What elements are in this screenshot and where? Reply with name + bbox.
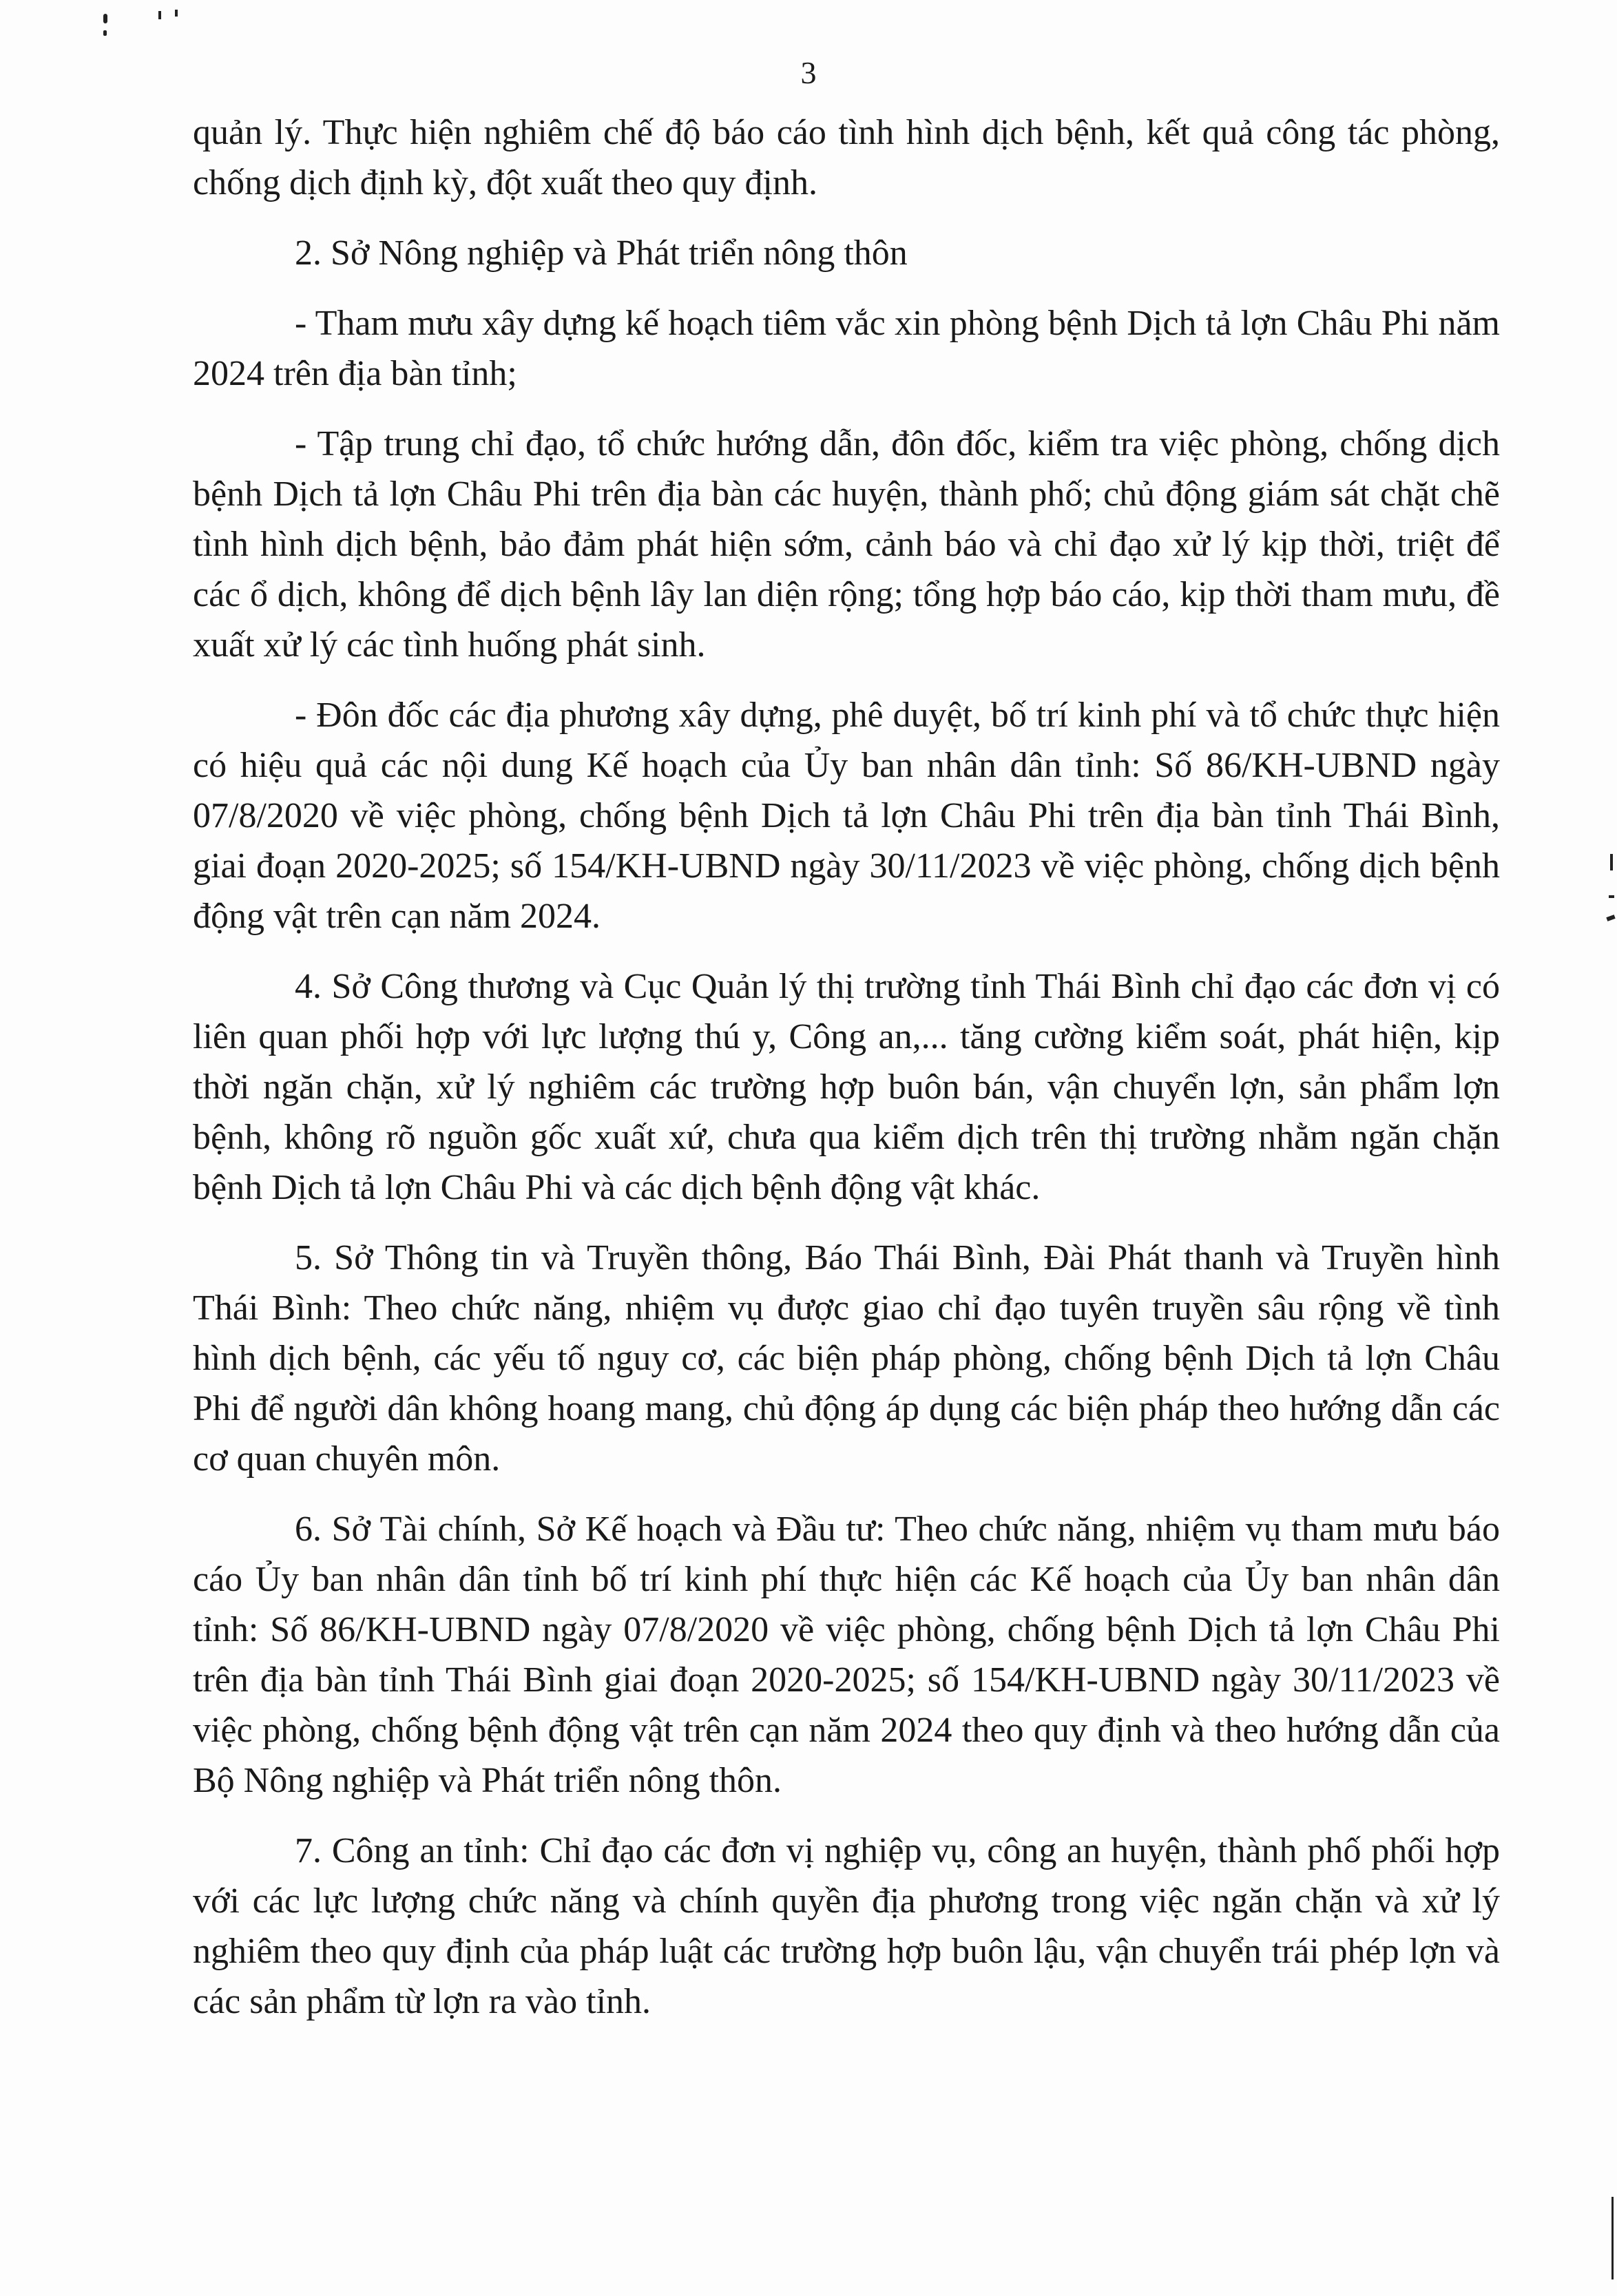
scan-artifact xyxy=(158,11,161,19)
paragraph-vaccine-plan: - Tham mưu xây dựng kế hoạch tiêm vắc xin phòng bệnh Dịch tả lợn Châu Phi năm 2024 trên địa bàn tỉnh; xyxy=(193,304,1500,393)
section-heading-agriculture: 2. Sở Nông nghiệp và Phát triển nông thôn xyxy=(295,233,908,273)
scan-artifact xyxy=(1609,895,1614,898)
paragraph-industry-trade: 4. Sở Công thương và Cục Quản lý thị trường tỉnh Thái Bình chỉ đạo các đơn vị có liên quan phối hợp với lực lượng thú y, Công an,... tăng cường kiểm soát, phát hiện, kịp thời ngăn chặn, xử lý nghiêm các trường hợp buôn bán, vận chuyển lợn, sản phẩm lợn bệnh, không rõ nguồn gốc xuất xứ, chưa qua kiểm dịch trên thị trường nhằm ngăn chặn bệnh Dịch tả lợn Châu Phi và các dịch bệnh động vật khác. xyxy=(193,967,1500,1207)
paragraph-urge-localities: - Đôn đốc các địa phương xây dựng, phê duyệt, bố trí kinh phí và tổ chức thực hiện có hiệu quả các nội dung Kế hoạch của Ủy ban nhân dân tỉnh: Số 86/KH-UBND ngày 07/8/2020 về việc phòng, chống bệnh Dịch tả lợn Châu Phi trên địa bàn tỉnh Thái Bình, giai đoạn 2020-2025; số 154/KH-UBND ngày 30/11/2023 về việc phòng, chống dịch bệnh động vật trên cạn năm 2024. xyxy=(193,696,1500,936)
paragraph-finance-planning: 6. Sở Tài chính, Sở Kế hoạch và Đầu tư: Theo chức năng, nhiệm vụ tham mưu báo cáo Ủy ban nhân dân tỉnh bố trí kinh phí thực hiện các Kế hoạch của Ủy ban nhân dân tỉnh: Số 86/KH-UBND ngày 07/8/2020 về việc phòng, chống bệnh Dịch tả lợn Châu Phi trên địa bàn tỉnh Thái Bình giai đoạn 2020-2025; số 154/KH-UBND ngày 30/11/2023 về việc phòng, chống bệnh động vật trên cạn năm 2024 theo quy định và theo hướng dẫn của Bộ Nông nghiệp và Phát triển nông thôn. xyxy=(193,1510,1500,1800)
paragraph-police: 7. Công an tỉnh: Chỉ đạo các đơn vị nghiệp vụ, công an huyện, thành phố phối hợp với các lực lượng chức năng và chính quyền địa phương trong việc ngăn chặn và xử lý nghiêm theo quy định của pháp luật các trường hợp buôn lậu, vận chuyển trái phép lợn và các sản phẩm từ lợn ra vào tỉnh. xyxy=(193,1831,1500,2021)
scan-artifact xyxy=(175,10,178,17)
scan-artifact xyxy=(1606,915,1615,921)
scan-artifact xyxy=(1610,854,1613,870)
page-number: 3 xyxy=(800,55,817,90)
document-body xyxy=(193,107,1500,2047)
paragraph-information-communications: 5. Sở Thông tin và Truyền thông, Báo Thái Bình, Đài Phát thanh và Truyền hình Thái Bình: Theo chức năng, nhiệm vụ được giao chỉ đạo tuyên truyền sâu rộng về tình hình dịch bệnh, các yếu tố nguy cơ, các biện pháp phòng, chống bệnh Dịch tả lợn Châu Phi để người dân không hoang mang, chủ động áp dụng các biện pháp theo hướng dẫn các cơ quan chuyên môn. xyxy=(193,1238,1500,1479)
paragraph-continuation: quản lý. Thực hiện nghiêm chế độ báo cáo tình hình dịch bệnh, kết quả công tác phòng, chống dịch định kỳ, đột xuất theo quy định. xyxy=(193,113,1500,202)
scan-artifact xyxy=(1611,2197,1614,2279)
paragraph-direction: - Tập trung chỉ đạo, tổ chức hướng dẫn, đôn đốc, kiểm tra việc phòng, chống dịch bệnh Dịch tả lợn Châu Phi trên địa bàn các huyện, thành phố; chủ động giám sát chặt chẽ tình hình dịch bệnh, bảo đảm phát hiện sớm, cảnh báo và chỉ đạo xử lý kịp thời, triệt để các ổ dịch, không để dịch bệnh lây lan diện rộng; tổng hợp báo cáo, kịp thời tham mưu, đề xuất xử lý các tình huống phát sinh. xyxy=(193,424,1500,665)
scan-artifact xyxy=(103,14,107,23)
scan-artifact xyxy=(103,30,107,36)
